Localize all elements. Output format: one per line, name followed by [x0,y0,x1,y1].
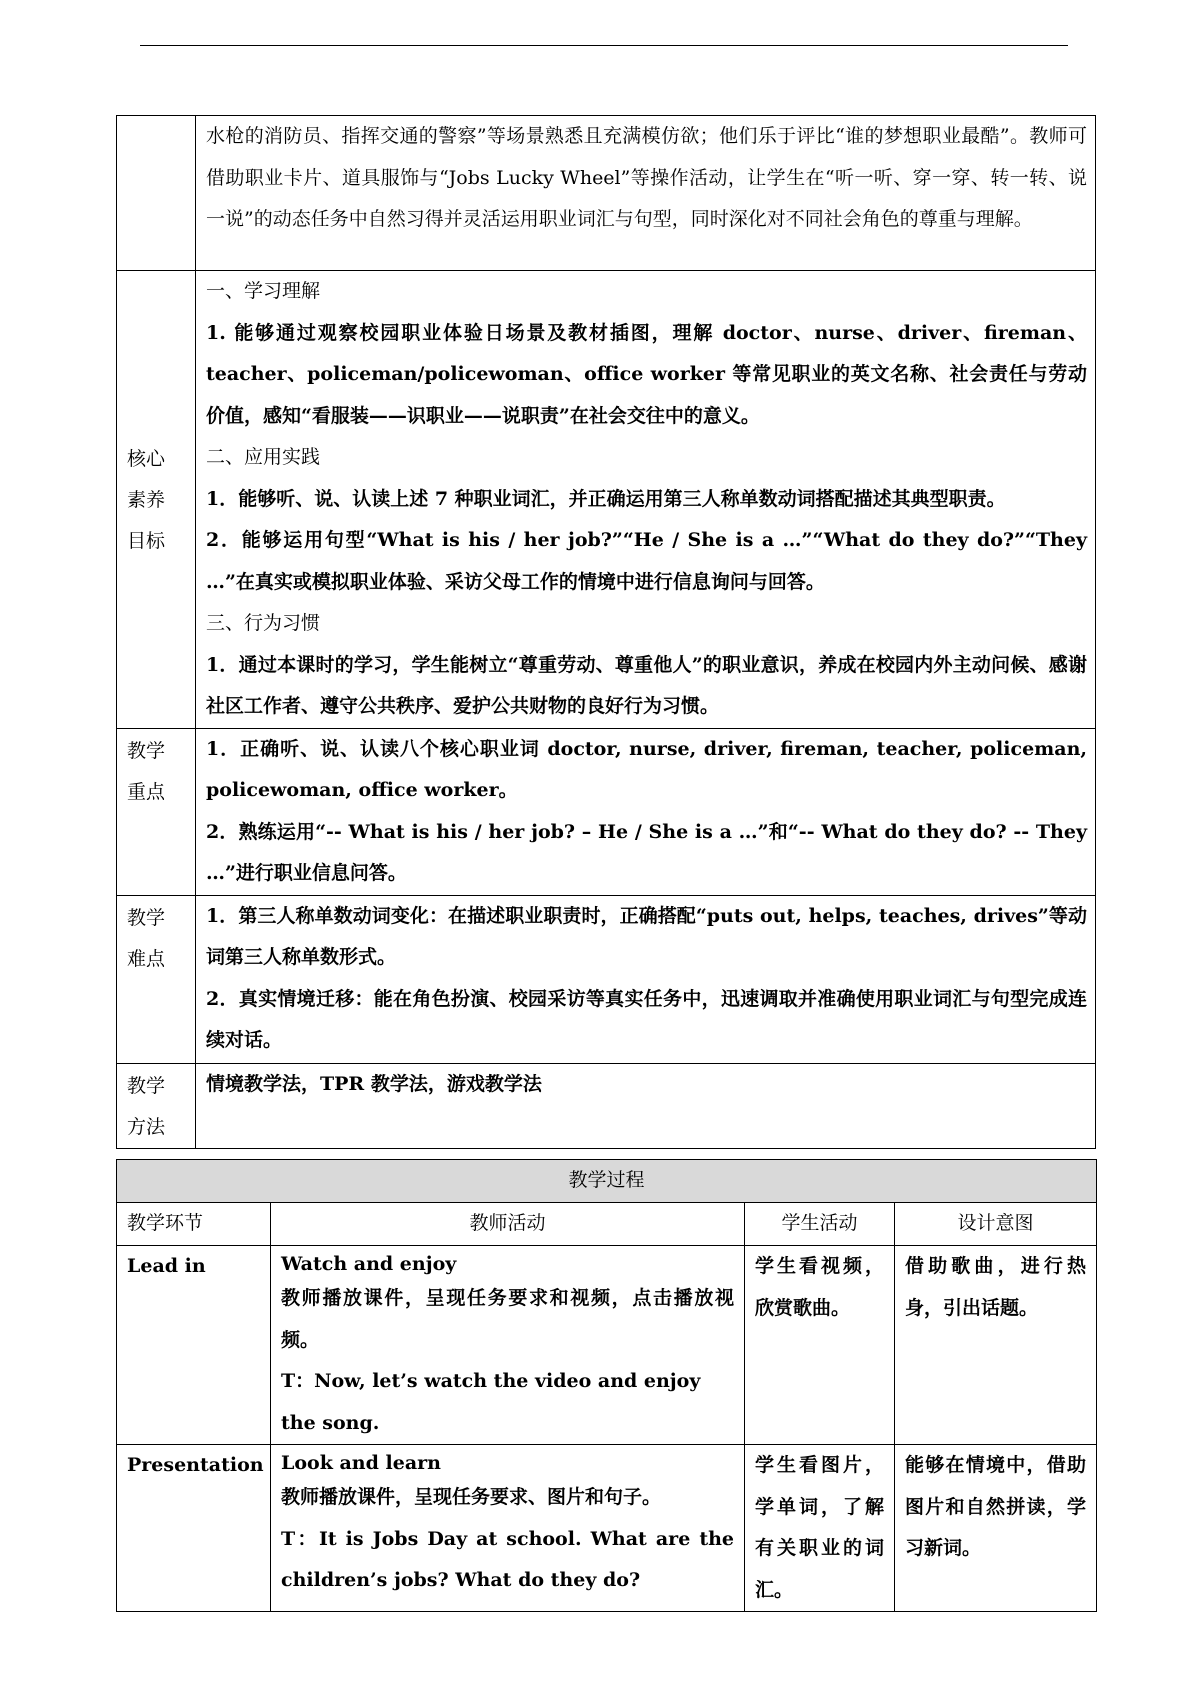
key-points-row [117,728,1096,895]
header-rule [140,45,1068,46]
key-points-label [117,728,196,895]
goal-item: 1．能够听、说、认读上述 7 种职业词汇，并正确运用第三人称单数动词搭配描述其典型职责。 [206,487,1006,510]
methods-row [117,1063,1096,1148]
lesson-plan-table [116,115,1096,1149]
key-point-item: 2．熟练运用“-- What is his / her job? – He / She is a …”和“-- What do they do? -- They …”进行职业信息问答。 [206,820,1087,884]
process-title: 教学过程 [117,1160,1097,1203]
section-heading: 二、应用实践 [206,446,321,468]
label-line: 素养 [127,488,166,511]
table-row [117,1445,1097,1612]
difficulties-content [196,895,1096,1063]
activity-line: T：It is Jobs Day at school. What are the children’s jobs? What do they do? [281,1527,734,1591]
intro-cell [196,116,1096,271]
label-line: 重点 [127,780,166,803]
design-intent-cell: 能够在情境中，借助图片和自然拼读，学习新词。 [895,1445,1097,1612]
difficulty-item: 2．真实情境迁移：能在角色扮演、校园采访等真实任务中，迅速调取并准确使用职业词汇与句型完成连续对话。 [206,987,1087,1051]
goal-item: 1. 能够通过观察校园职业体验日场景及教材插图，理解 doctor、nurse、driver、fireman、teacher、policeman/policewoman、office worker 等常见职业的英文名称、社会责任与劳动价值，感知“看服装——识职业——说职责”在社会交往中的意义。 [206,321,1087,427]
activity-line: 教师播放课件，呈现任务要求、图片和句子。 [281,1486,662,1508]
section-heading: 三、行为习惯 [206,612,321,634]
methods-label [117,1063,196,1148]
header-student: 学生活动 [745,1203,895,1246]
difficulty-item: 1．第三人称单数动词变化：在描述职业职责时，正确搭配“puts out, helps, teaches, drives”等动词第三人称单数形式。 [206,904,1087,968]
activity-line: T：Now, let’s watch the video and enjoy the song. [281,1370,701,1434]
header-stage: 教学环节 [117,1203,271,1246]
process-header-row [117,1203,1097,1246]
key-points-content [196,728,1096,895]
label-line: 教学 [127,739,166,762]
label-line: 教学 [127,1074,166,1097]
core-goals-row [117,271,1096,729]
core-goals-content [196,271,1096,729]
goal-item: 1．通过本课时的学习，学生能树立“尊重劳动、尊重他人”的职业意识，养成在校园内外主动问候、感谢社区工作者、遵守公共秩序、爱护公共财物的良好行为习惯。 [206,653,1087,717]
header-intent: 设计意图 [895,1203,1097,1246]
activity-title: Look and learn [281,1452,441,1474]
difficulties-label [117,895,196,1063]
intro-label-cell [117,116,196,271]
label-line: 难点 [127,947,166,970]
label-line: 核心 [127,447,166,470]
process-title-row [117,1160,1097,1203]
activity-line: 教师播放课件，呈现任务要求和视频，点击播放视频。 [281,1287,734,1351]
process-table [116,1159,1097,1612]
stage-cell: Presentation [117,1445,271,1612]
methods-content [196,1063,1096,1148]
section-heading: 一、学习理解 [206,280,321,302]
core-goals-label [117,271,196,729]
design-intent-cell: 借助歌曲，进行热身，引出话题。 [895,1246,1097,1445]
activity-title: Watch and enjoy [281,1253,457,1275]
table-row [117,1246,1097,1445]
student-activity-cell: 学生看视频，欣赏歌曲。 [745,1246,895,1445]
label-line: 教学 [127,906,166,929]
student-activity-cell: 学生看图片，学单词，了解有关职业的词汇。 [745,1445,895,1612]
header-teacher: 教师活动 [271,1203,745,1246]
key-point-item: 1．正确听、说、认读八个核心职业词 doctor, nurse, driver, fireman, teacher, policeman, policewoman, office worker。 [206,737,1087,801]
difficulties-row [117,895,1096,1063]
stage-cell: Lead in [117,1246,271,1445]
label-line: 方法 [127,1115,166,1138]
teacher-activity-cell [271,1445,745,1612]
intro-row [117,116,1096,271]
label-line: 目标 [127,529,166,552]
goal-item: 2．能够运用句型“What is his / her job?”“He / She is a …”“What do they do?”“They …”在真实或模拟职业体验、采访父母工作的情境中进行信息询问与回答。 [206,529,1087,593]
methods-text: 情境教学法，TPR 教学法，游戏教学法 [206,1072,542,1095]
intro-text: 水枪的消防员、指挥交通的警察”等场景熟悉且充满模仿欲；他们乐于评比“谁的梦想职业最酷”。教师可借助职业卡片、道具服饰与“Jobs Lucky Wheel”等操作活动，让学生在“听一听、穿一穿、转一转、说一说”的动态任务中自然习得并灵活运用职业词汇与句型，同时深化对不同社会角色的尊重与理解。 [206,125,1087,230]
teacher-activity-cell [271,1246,745,1445]
